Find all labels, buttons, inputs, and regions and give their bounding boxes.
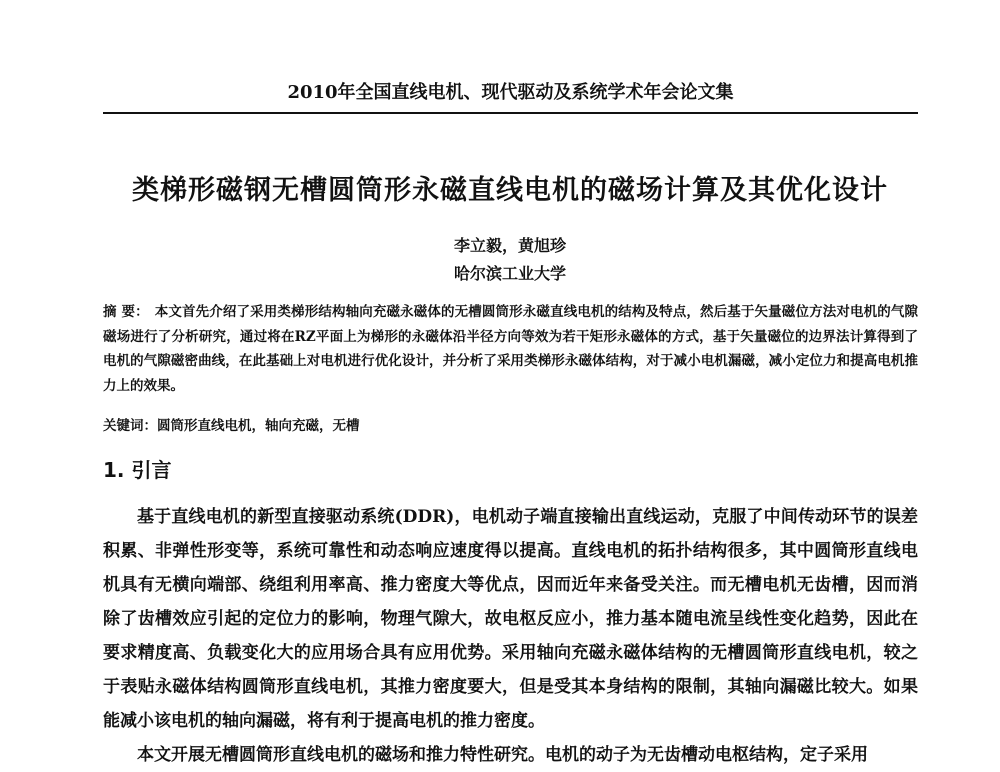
abstract-text: 本文首先介绍了采用类梯形结构轴向充磁永磁体的无槽圆筒形永磁直线电机的结构及特点，然后基于矢量磁位方法对电机的气隙磁场进行了分析研究，通过将在RZ平面上为梯形的永磁体沿半径方向等效为若干矩形永磁体的方式，基于矢量磁位的边界法计算得到了电机的气隙磁密曲线，在此基础上对电机进行优化设计，并分析了采用类梯形永磁体结构，对于减小电机漏磁，减小定位力和提高电机推力上的效果。 [103,304,919,394]
header-rule [103,112,918,114]
paper-authors: 李立毅，黄旭珍 [453,236,566,255]
keywords-label: 关键词： [103,418,157,434]
abstract [103,300,918,398]
introduction-body [103,500,918,772]
keywords-text: 圆筒形直线电机，轴向充磁，无槽 [157,418,360,434]
keywords [103,414,918,434]
abstract-label: 摘 要： [103,304,149,320]
body-paragraph: 基于直线电机的新型直接驱动系统(DDR)，电机动子端直接输出直线运动，克服了中间传动环节的误差积累、非弹性形变等，系统可靠性和动态响应速度得以提高。直线电机的拓扑结构很多，其中圆筒形直线电机具有无横向端部、绕组利用率高、推力密度大等优点，因而近年来备受关注。而无槽电机无齿槽，因而消除了齿槽效应引起的定位力的影响，物理气隙大，故电枢反应小，推力基本随电流呈线性变化趋势，因此在要求精度高、负载变化大的应用场合具有应用优势。采用轴向充磁永磁体结构的无槽圆筒形直线电机，较之于表贴永磁体结构圆筒形直线电机，其推力密度要大，但是受其本身结构的限制，其轴向漏磁比较大。如果能减小该电机的轴向漏磁，将有利于提高电机的推力密度。 [103,507,918,731]
paper-title: 类梯形磁钢无槽圆筒形永磁直线电机的磁场计算及其优化设计 [132,175,888,206]
body-paragraph: 本文开展无槽圆筒形直线电机的磁场和推力特性研究。电机的动子为无齿槽动电枢结构，定子采用 [137,745,868,765]
running-header: 2010年全国直线电机、现代驱动及系统学术年会论文集 [287,82,734,103]
section-heading-introduction: 1. 引言 [103,458,172,482]
paper-affiliation: 哈尔滨工业大学 [453,264,566,283]
